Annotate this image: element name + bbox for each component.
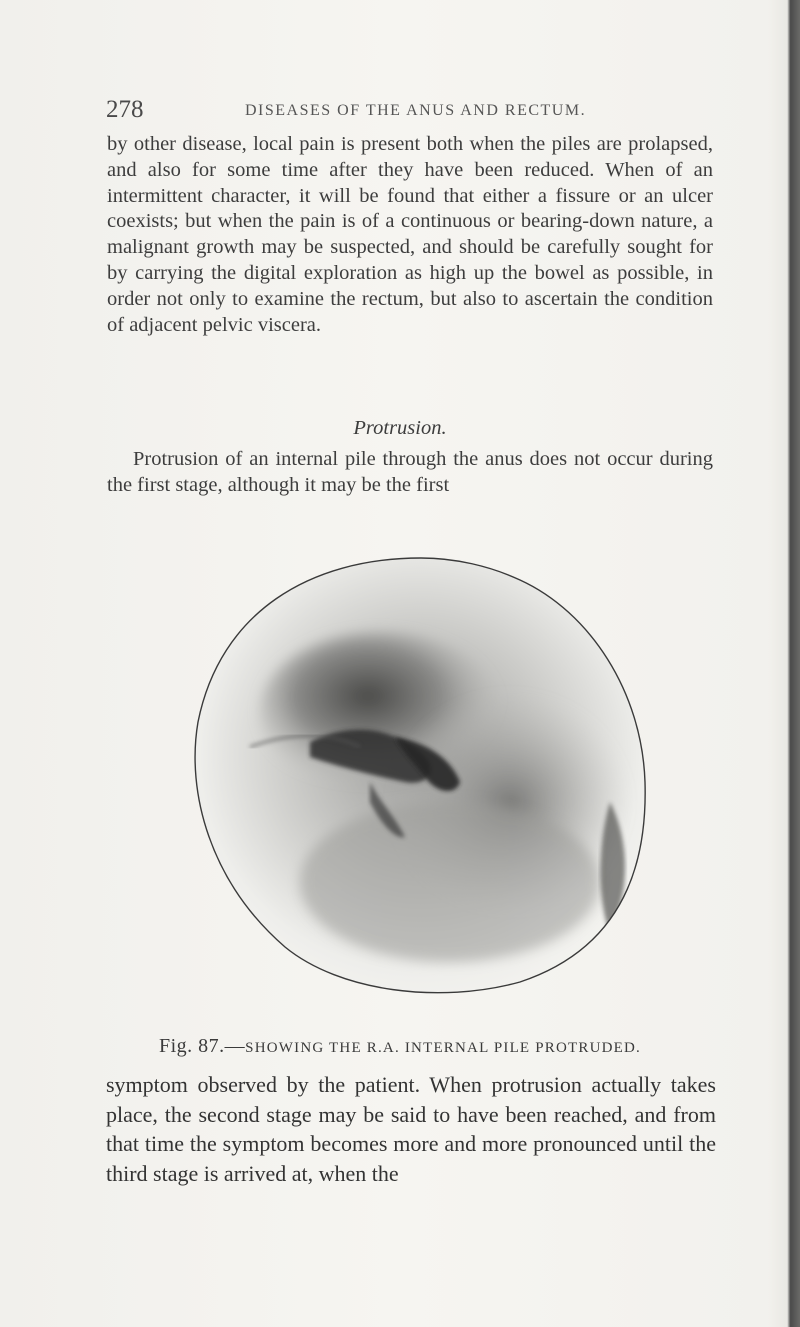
figure-caption	[0, 1035, 800, 1058]
body-paragraph-3: symptom observed by the patient. When protrusion actually takes place, the second stage may be said to have been reached, and from that time the symptom becomes more and more pronounced until the third stage is arrived at, when the	[106, 1072, 716, 1186]
figure-illustration	[190, 552, 652, 1004]
pile-illustration	[190, 552, 652, 1004]
page-number: 278	[106, 96, 144, 123]
section-heading: Protrusion.	[353, 417, 447, 439]
caption-text: SHOWING THE R.A. INTERNAL PILE PROTRUDED.	[245, 1040, 642, 1056]
body-paragraph-2: Protrusion of an internal pile through the anus does not occur during the first stage, although it may be the first	[107, 448, 713, 496]
caption-prefix: Fig. 87.—	[158, 1035, 246, 1057]
body-paragraph-1: by other disease, local pain is present both when the piles are prolapsed, and also for some time after they have been reduced. When of an intermittent character, it will be found that either a fissure or an ulcer coexists; but when the pain is of a continuous or bearing-down nature, a malignant growth may be suspected, and should be carefully sought for by carrying the digital exploration as high up the bowel as possible, in order not only to examine the rectum, but also to ascertain the condition of adjacent pelvic viscera.	[107, 133, 713, 336]
running-head: DISEASES OF THE ANUS AND RECTUM.	[245, 102, 587, 119]
